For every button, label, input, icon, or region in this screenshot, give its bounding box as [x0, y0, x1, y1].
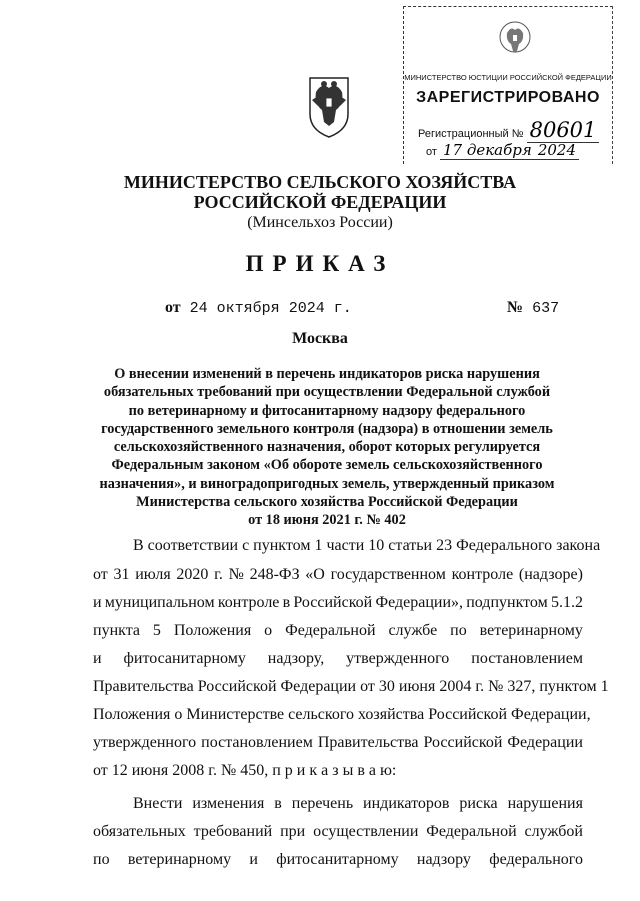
body-text-line: от 12 июня 2008 г. № 450, п р и к а з ы в а ю: — [93, 762, 397, 779]
stamp-reg-number: 80601 — [527, 118, 600, 143]
body-word: ветеринарному — [479, 622, 583, 639]
body-word: по — [93, 851, 110, 868]
order-title: ПРИКАЗ — [245, 251, 395, 276]
body-word: контроле — [451, 566, 514, 583]
stamp-date-row — [426, 141, 579, 159]
body-word: и — [249, 851, 258, 868]
ministry-name — [0, 172, 640, 212]
body-word: 5.1.2 — [550, 594, 583, 611]
body-word: 248-ФЗ — [249, 566, 300, 583]
body-word: осуществлении — [313, 823, 419, 840]
coat-of-arms-emblem — [304, 70, 354, 140]
body-word: Положения — [173, 622, 252, 639]
body-word: надзору — [416, 851, 471, 868]
order-number — [507, 299, 559, 317]
body-word: в — [274, 795, 282, 812]
city-name: Москва — [292, 330, 348, 347]
body-text-line — [93, 734, 583, 752]
body-word: ветеринарному — [127, 851, 232, 868]
stamp-emblem-icon — [497, 17, 533, 61]
body-text-line — [93, 566, 583, 584]
stamp-registration-number-row — [418, 118, 599, 142]
body-word: Федеральной — [285, 622, 376, 639]
ministry-name-line2: РОССИЙСКОЙ ФЕДЕРАЦИИ — [193, 192, 447, 212]
body-word: «О — [305, 566, 325, 583]
stamp-date-prefix: от — [426, 146, 437, 158]
body-word: о — [264, 622, 273, 639]
body-word: утвержденного — [93, 734, 197, 751]
order-number-prefix: № — [507, 299, 524, 316]
body-word: Российской — [293, 594, 373, 611]
ministry-short-name: (Минсельхоз России) — [247, 214, 393, 231]
order-heading — [92, 365, 562, 530]
body-word: по — [450, 622, 467, 639]
heading-line: сельскохозяйственного назначения, оборот которых регулируется — [113, 439, 541, 456]
body-word: подпунктом — [466, 594, 548, 611]
body-word: (надзоре) — [518, 566, 583, 583]
body-word: Правительства — [317, 734, 419, 751]
body-text-line — [93, 622, 583, 640]
body-word: риска — [459, 795, 498, 812]
body-word: Внести — [133, 795, 183, 812]
order-number-value: 637 — [532, 300, 560, 317]
heading-line: Министерства сельского хозяйства Российской Федерации — [136, 494, 518, 511]
body-text-line — [93, 594, 583, 612]
body-word: и — [93, 594, 102, 611]
body-text-line: Правительства Российской Федерации от 30 июня 2004 г. № 327, пунктом 1 — [93, 678, 609, 695]
body-word: государственном — [330, 566, 446, 583]
order-date — [165, 299, 352, 317]
body-word: 31 — [113, 566, 130, 583]
body-word: надзору, — [267, 650, 325, 667]
body-word: Федерации», — [375, 594, 463, 611]
body-word: при — [280, 823, 306, 840]
heading-line: от 18 июня 2021 г. № 402 — [248, 512, 406, 529]
body-text-line — [93, 823, 583, 841]
body-word: Федерации — [507, 734, 583, 751]
body-word: 2020 — [176, 566, 209, 583]
body-word: Российской — [423, 734, 503, 751]
body-word: и — [93, 650, 102, 667]
body-word: службе — [388, 622, 438, 639]
body-text-line: В соответствии с пунктом 1 части 10 статьи 23 Федерального закона — [133, 537, 601, 554]
body-word: 5 — [152, 622, 161, 639]
body-word: изменения — [192, 795, 265, 812]
stamp-reg-label: Регистрационный № — [418, 128, 524, 140]
order-date-value: 24 октября 2024 г. — [189, 300, 352, 317]
order-date-prefix: от — [165, 299, 181, 316]
stamp-ministry-text: МИНИСТЕРСТВО ЮСТИЦИИ РОССИЙСКОЙ ФЕДЕРАЦИИ — [404, 73, 612, 82]
ministry-name-line1: МИНИСТЕРСТВО СЕЛЬСКОГО ХОЗЯЙСТВА — [123, 172, 517, 192]
body-word: фитосанитарному — [276, 851, 399, 868]
body-word: нарушения — [507, 795, 583, 812]
body-word: утвержденного — [346, 650, 450, 667]
body-word: обязательных — [93, 823, 186, 840]
heading-line: назначения», и виноградопригодных земель, утвержденный приказом — [99, 475, 555, 492]
body-word: постановлением — [471, 650, 583, 667]
stamp-registered-text: ЗАРЕГИСТРИРОВАНО — [416, 89, 600, 106]
body-word: требований — [193, 823, 273, 840]
body-text-line — [93, 650, 583, 668]
body-word: федерального — [489, 851, 583, 868]
body-word: перечень — [291, 795, 354, 812]
body-text-line: Положения о Министерстве сельского хозяйства Российской Федерации, — [93, 706, 591, 723]
body-text-line — [133, 795, 583, 813]
body-word: в — [282, 594, 291, 611]
heading-line: государственного земельного контроля (надзора) в отношении земель — [101, 420, 553, 437]
body-word: № — [228, 566, 244, 583]
heading-line: по ветеринарному и фитосанитарному надзору федерального — [128, 402, 526, 419]
body-word: июля — [135, 566, 171, 583]
registration-stamp — [403, 6, 613, 164]
heading-line: Федеральным законом «Об обороте земель сельскохозяйственного — [111, 457, 543, 474]
heading-line: О внесении изменений в перечень индикаторов риска нарушения — [114, 366, 540, 382]
body-word: фитосанитарному — [123, 650, 246, 667]
body-word: Федеральной — [426, 823, 517, 840]
body-word: постановлением — [201, 734, 313, 751]
stamp-date-handwritten: 17 декабря — [440, 141, 535, 160]
stamp-year-handwritten: 2024 — [535, 141, 579, 160]
heading-line: обязательных требований при осуществлении Федеральной службой — [103, 384, 551, 401]
body-word: контроле — [217, 594, 280, 611]
body-word: службой — [524, 823, 583, 840]
body-word: от — [93, 566, 108, 583]
body-word: г. — [214, 566, 223, 583]
body-word: индикаторов — [363, 795, 450, 812]
body-word: муниципальном — [104, 594, 215, 611]
body-word: пункта — [93, 622, 140, 639]
body-text-line — [93, 851, 583, 869]
